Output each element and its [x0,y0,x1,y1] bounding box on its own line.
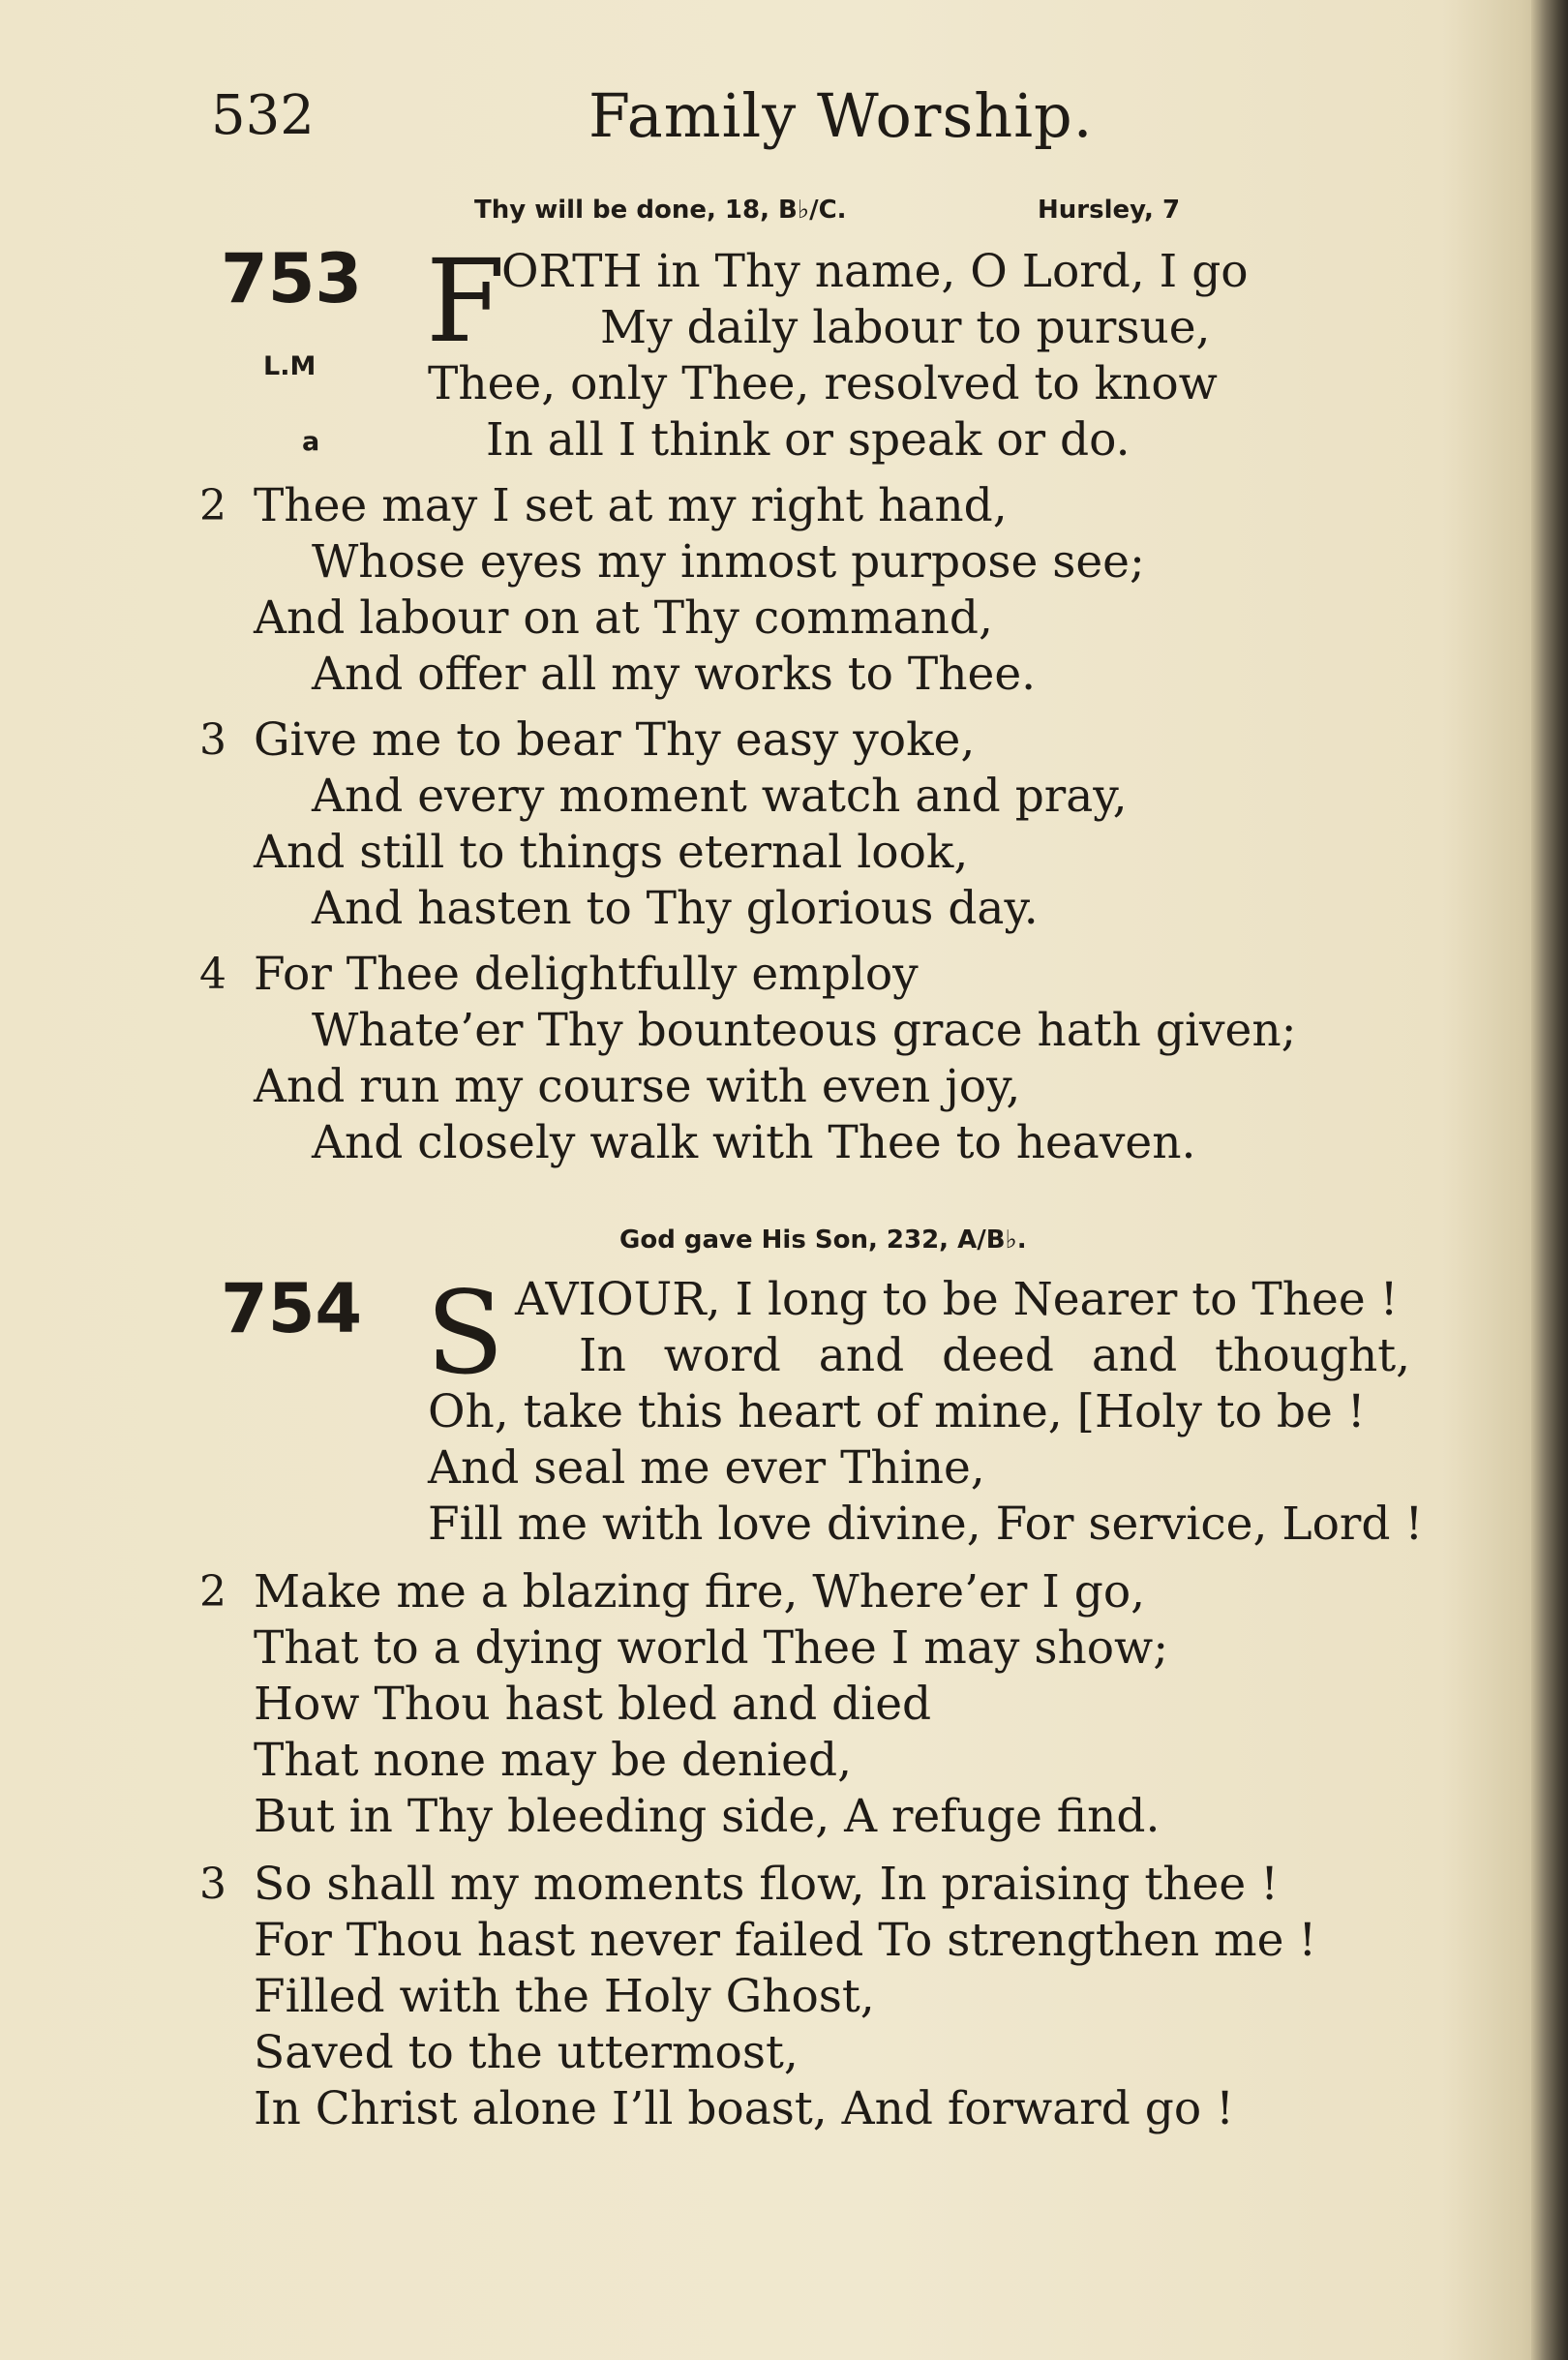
meter-label: L.M [263,351,317,381]
book-spine-shadow [1531,0,1568,2360]
verse-line: For Thou hast never failed To strengthen me ! [254,1914,1317,1967]
verse-line: AVIOUR, I long to be Nearer to Thee ! [515,1273,1399,1326]
verse-line: Thee may I set at my right hand, [254,479,1008,532]
verse-line: And still to things eternal look, [254,826,969,879]
verse-line: Thee, only Thee, resolved to know [428,357,1218,410]
verse-number: 4 [199,950,226,999]
hymn-number: 754 [221,1269,363,1348]
running-title: Family Worship. [588,80,1094,151]
verse-line: ORTH in Thy name, O Lord, I go [501,245,1249,298]
page-number: 532 [211,84,315,147]
verse-line: Fill me with love divine, For service, Lord ! [428,1498,1424,1551]
verse-line: And closely walk with Thee to heaven. [312,1116,1196,1169]
verse-line: But in Thy bleeding side, A refuge find. [254,1790,1161,1843]
verse-number: 2 [199,1567,226,1617]
verse-line: Saved to the uttermost, [254,2026,799,2079]
page-header [211,77,1218,165]
verse-line: And hasten to Thy glorious day. [312,882,1039,935]
tune-name: Hursley, 7 [1038,196,1181,225]
verse-line: In Christ alone I’ll boast, And forward go ! [254,2082,1234,2135]
tune-reference: Thy will be done, 18, B♭/C. [474,196,847,225]
verse-line: That to a dying world Thee I may show; [254,1621,1169,1675]
verse-number: 3 [199,1860,226,1909]
verse-line: In word and deed and thought, [579,1329,1411,1382]
verse-line: In all I think or speak or do. [486,413,1131,467]
verse-number: 2 [199,481,226,530]
verse-number: 3 [199,715,226,765]
verse-line: And run my course with even joy, [254,1060,1021,1113]
hymn-number: 753 [221,239,363,318]
verse-line: For Thee delightfully employ [254,948,919,1001]
verse-line: Whate’er Thy bounteous grace hath given; [312,1004,1297,1057]
drop-cap: S [426,1266,504,1400]
tune-reference: God gave His Son, 232, A/B♭. [619,1225,1027,1255]
verse-line: So shall my moments flow, In praising thee ! [254,1858,1279,1911]
verse-line: And labour on at Thy command, [254,591,993,645]
verse-line: Filled with the Holy Ghost, [254,1970,875,2023]
verse-line: Make me a blazing fire, Where’er I go, [254,1565,1146,1619]
verse-line: How Thou hast bled and died [254,1678,932,1731]
verse-line: Whose eyes my inmost purpose see; [312,535,1145,589]
key-mark: a [302,427,320,457]
verse-line: My daily labour to pursue, [600,301,1211,354]
verse-line: And every moment watch and pray, [312,770,1128,823]
verse-line: That none may be denied, [254,1734,853,1787]
verse-line: Oh, take this heart of mine, [Holy to be ! [428,1385,1366,1438]
verse-line: And seal me ever Thine, [428,1441,985,1495]
verse-line: Give me to bear Thy easy yoke, [254,713,976,767]
drop-cap: F [426,234,505,368]
verse-line: And offer all my works to Thee. [312,648,1037,701]
